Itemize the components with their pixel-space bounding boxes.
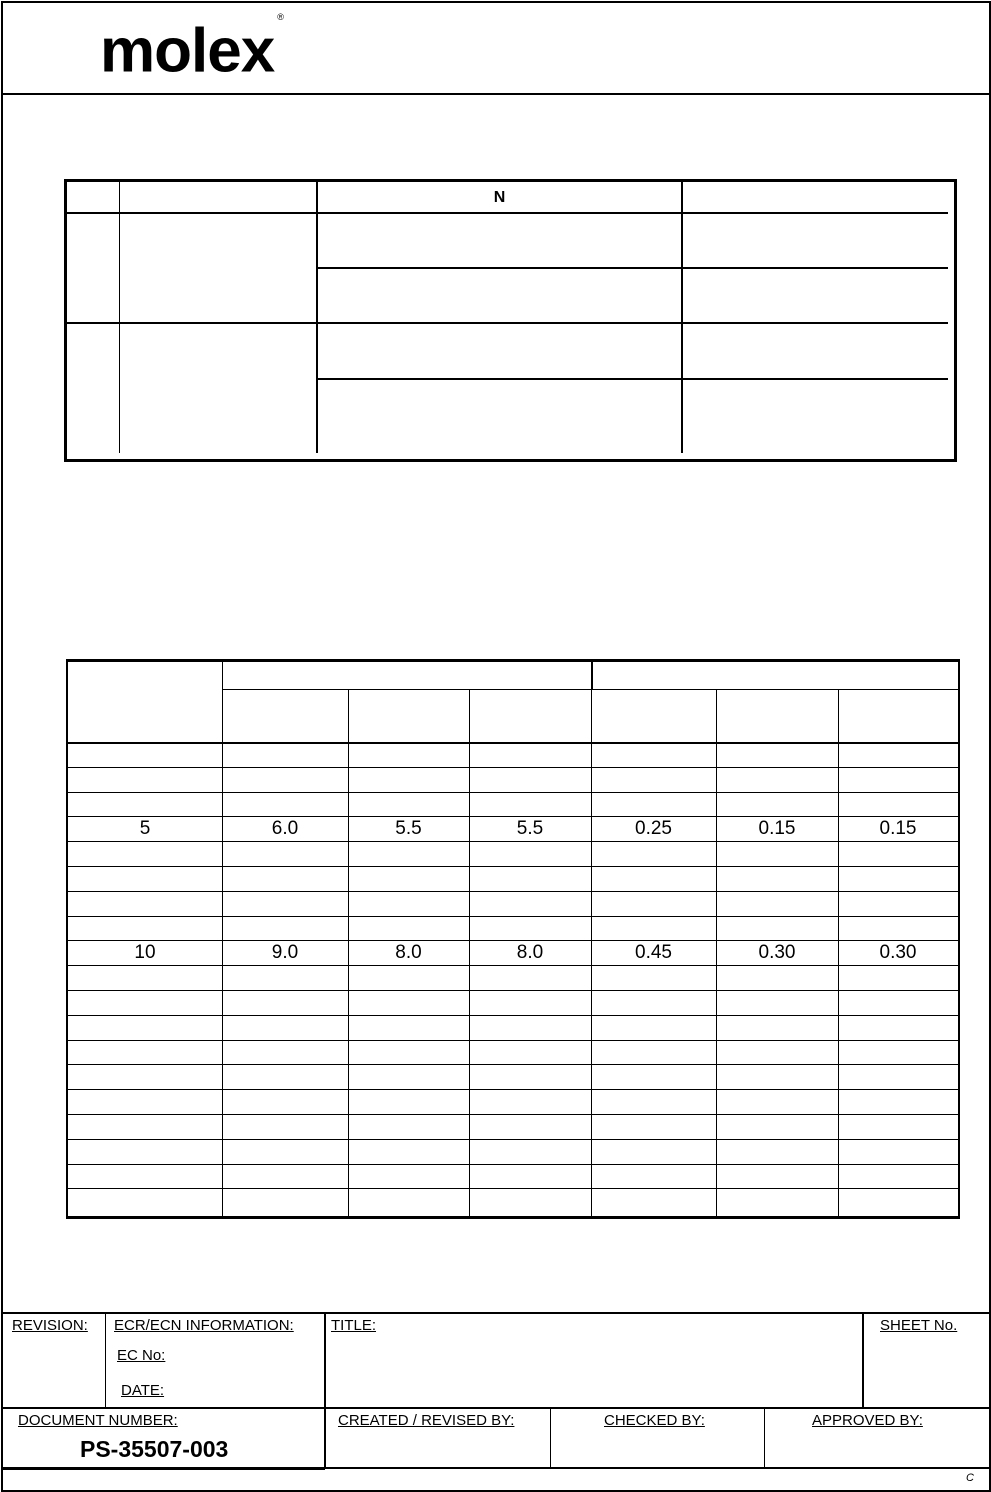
created-label: CREATED / REVISED BY: (338, 1412, 515, 1429)
data-table-cell: 5 (139, 818, 151, 840)
spec-table-vline (681, 182, 683, 453)
data-table-cell: 10 (134, 942, 156, 964)
title-label: TITLE: (331, 1317, 377, 1334)
doc-number-label: DOCUMENT NUMBER: (18, 1412, 178, 1429)
data-table-row-line (68, 990, 958, 991)
revision-label: REVISION: (12, 1317, 88, 1334)
date-label: DATE: (121, 1382, 165, 1399)
footer-vline (550, 1408, 551, 1468)
doc-number: PS-35507-003 (80, 1436, 229, 1462)
footer-top-line (1, 1312, 989, 1314)
data-table-row-line (68, 1114, 958, 1115)
corner-mark: C (966, 1472, 974, 1484)
data-table-row-line (68, 866, 958, 867)
checked-label: CHECKED BY: (604, 1412, 705, 1429)
footer-mid-line (1, 1407, 989, 1409)
data-table-row-line (68, 891, 958, 892)
data-table-header-bottom (68, 742, 958, 744)
spec-table-hline (316, 378, 948, 380)
ec-no-label: EC No: (117, 1347, 166, 1364)
spec-table-header-line (67, 212, 948, 214)
data-table-cell: 9.0 (271, 942, 299, 964)
spec-table-vline (119, 182, 120, 453)
data-table-vline (222, 662, 223, 1216)
footer-vline (764, 1408, 765, 1468)
data-table-row-line (68, 1139, 958, 1140)
data-table-row-line (68, 1188, 958, 1189)
spec-table-vline (316, 182, 318, 453)
data-table-cell: 0.30 (758, 942, 796, 964)
header-divider (1, 93, 990, 95)
data-table-vline (591, 662, 592, 1216)
registered-mark: ® (277, 12, 283, 22)
data-table-cell: 0.45 (635, 942, 672, 964)
spec-table-header-n: N (493, 189, 506, 206)
approved-label: APPROVED BY: (812, 1412, 923, 1429)
ecr-label: ECR/ECN INFORMATION: (114, 1317, 294, 1334)
data-table-group-line (222, 689, 958, 690)
data-table-row-line (68, 792, 958, 793)
footer-vline (862, 1313, 864, 1407)
data-table-row-line (68, 1015, 958, 1016)
logo-text: molex (100, 16, 275, 86)
data-table-cell: 0.15 (879, 818, 917, 840)
data-table-cell: 0.30 (879, 942, 917, 964)
data-table (66, 659, 960, 1219)
data-table-cell: 0.25 (635, 818, 672, 840)
footer-vline (105, 1313, 106, 1407)
data-table-cell: 8.0 (395, 942, 422, 964)
spec-table (64, 179, 957, 462)
spec-table-hline (316, 267, 948, 269)
data-table-cell: 6.0 (271, 818, 299, 840)
data-table-row-line (68, 1089, 958, 1090)
data-table-cell: 0.15 (758, 818, 796, 840)
spec-table-hline (67, 322, 948, 324)
data-table-row-line (68, 1164, 958, 1165)
data-table-row-line (68, 916, 958, 917)
molex-logo (100, 12, 283, 87)
data-table-row-line (68, 1040, 958, 1041)
data-table-row-line (68, 767, 958, 768)
sheet-label: SHEET No. (880, 1317, 958, 1334)
data-table-cell: 5.5 (395, 818, 422, 840)
data-table-row-line (68, 1064, 958, 1065)
data-table-cell: 5.5 (516, 818, 544, 840)
data-table-cell: 8.0 (516, 942, 544, 964)
